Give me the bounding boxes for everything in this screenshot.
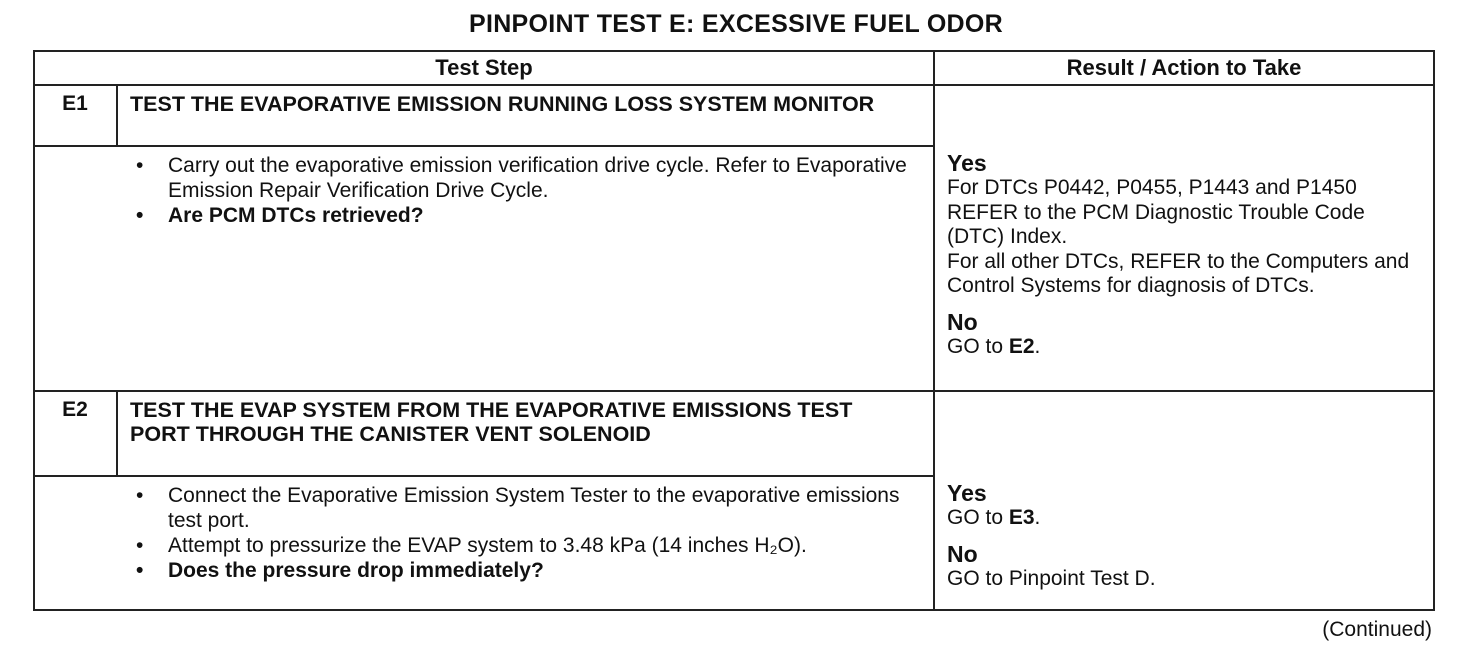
page-title: PINPOINT TEST E: EXCESSIVE FUEL ODOR xyxy=(468,10,1004,38)
yes-action-prefix: GO to xyxy=(947,506,1009,529)
instruction-item: • Carry out the evaporative emission verification drive cycle. Refer to Evaporative Emission Repair Verification Drive Cycle. xyxy=(130,153,910,203)
step-id-divider xyxy=(116,392,118,476)
no-label: No xyxy=(947,308,978,335)
step-result xyxy=(947,150,1422,360)
yes-action xyxy=(947,506,1422,531)
yes-action-suffix: . xyxy=(1034,506,1041,529)
instruction-question: • Does the pressure drop immediately? xyxy=(130,558,910,583)
instruction-question: • Are PCM DTCs retrieved? xyxy=(130,203,910,228)
step-id: E1 xyxy=(62,92,88,115)
header-divider xyxy=(33,84,1435,86)
step-id-divider xyxy=(116,86,118,147)
step-reference: E3 xyxy=(1008,506,1035,529)
step-heading-divider xyxy=(33,475,935,477)
no-action: GO to Pinpoint Test D. xyxy=(947,566,1156,590)
step-heading: TEST THE EVAPORATIVE EMISSION RUNNING LOSS SYSTEM MONITOR xyxy=(130,92,875,116)
column-divider xyxy=(933,50,935,611)
no-action xyxy=(947,335,1422,360)
step-id: E2 xyxy=(62,398,88,421)
yes-label: Yes xyxy=(947,480,987,506)
instruction-item: • Connect the Evaporative Emission System Tester to the evaporative emissions test port. xyxy=(130,483,910,533)
step-heading: TEST THE EVAP SYSTEM FROM THE EVAPORATIVE EMISSIONS TEST PORT THROUGH THE CANISTER VENT SOLENOID xyxy=(130,398,853,446)
result-header: Result / Action to Take xyxy=(1066,55,1302,80)
no-label: No xyxy=(947,540,978,567)
step-heading-divider xyxy=(33,145,935,147)
step-result xyxy=(947,480,1422,591)
step-instructions xyxy=(130,153,910,228)
yes-label: Yes xyxy=(947,150,987,176)
no-action-suffix: . xyxy=(1034,334,1041,358)
test-step-header: Test Step xyxy=(435,55,533,80)
continued-note: (Continued) xyxy=(1322,618,1432,641)
yes-action: For DTCs P0442, P0455, P1443 and P1450 REFER to the PCM Diagnostic Trouble Code (DTC) Index. xyxy=(947,176,1365,249)
row-divider xyxy=(33,390,1435,392)
yes-action: For all other DTCs, REFER to the Computers and Control Systems for diagnosis of DTCs. xyxy=(947,249,1410,298)
no-action-prefix: GO to xyxy=(947,334,1009,358)
instruction-item: • Attempt to pressurize the EVAP system to 3.48 kPa (14 inches H₂O). xyxy=(130,533,910,558)
step-instructions xyxy=(130,483,910,583)
step-reference: E2 xyxy=(1008,334,1035,358)
